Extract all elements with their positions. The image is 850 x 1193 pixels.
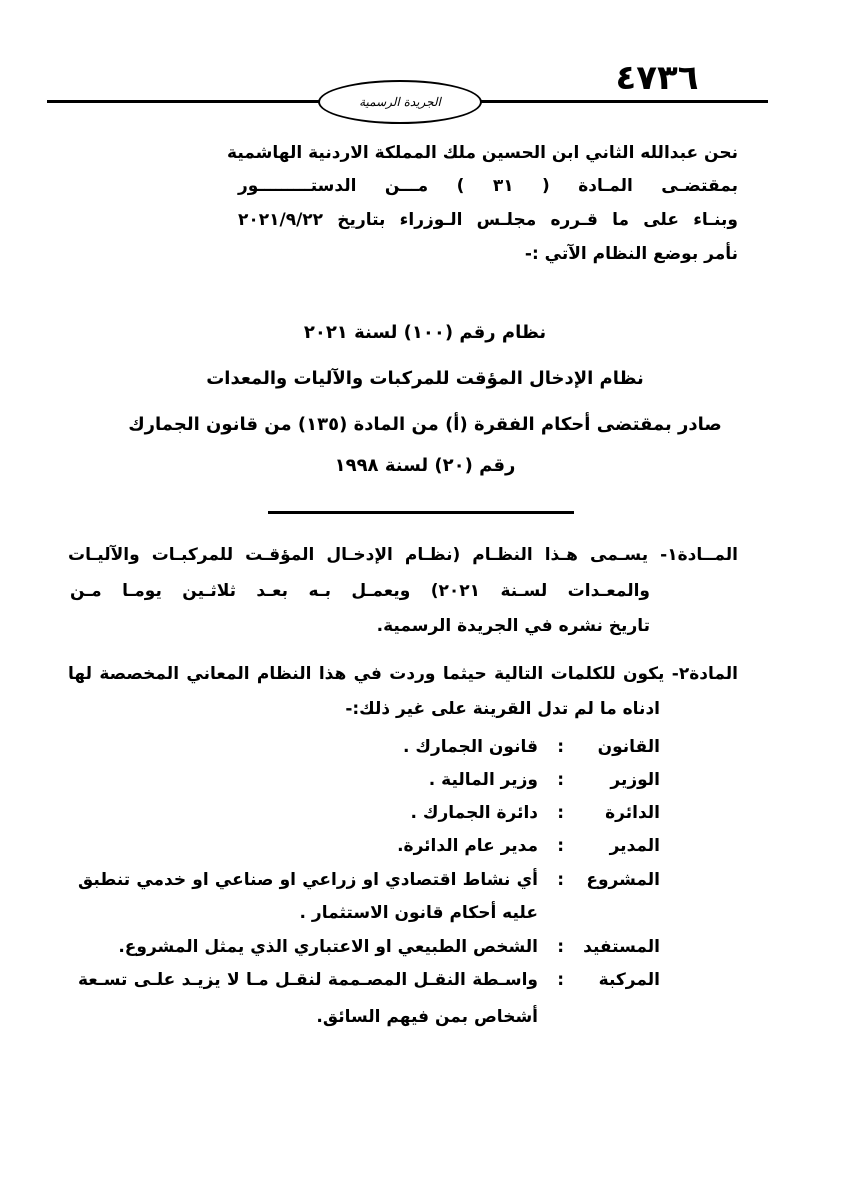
definition-term: القانون (597, 737, 660, 757)
definition-text: مدير عام الدائرة. (397, 836, 538, 856)
definition-term: المدير (609, 836, 660, 856)
definition-term: الدائرة (605, 803, 660, 823)
regulation-authority-cont: رقم (٢٠) لسنة ١٩٩٨ (334, 455, 516, 476)
definition-text: دائرة الجمارك . (410, 803, 538, 823)
definition-colon: : (557, 970, 564, 990)
regulation-number: نظام رقم (١٠٠) لسنة ٢٠٢١ (303, 322, 547, 343)
definition-text: الشخص الطبيعي او الاعتباري الذي يمثل المشروع. (118, 937, 538, 957)
article-1-line: والمعـدات لسـنة ٢٠٢١) ويعمـل بـه بعـد ثلاثـين يومـا مـن (70, 581, 650, 601)
article-2-line: ادناه ما لم تدل القرينة على غير ذلك:- (345, 699, 660, 719)
regulation-title: نظام الإدخال المؤقت للمركبات والآليات والمعدات (206, 368, 644, 389)
definition-colon: : (557, 870, 564, 890)
definition-term: المركبة (598, 970, 660, 990)
article-1-line: تاريخ نشره في الجريدة الرسمية. (376, 616, 650, 636)
definition-term: المشروع (586, 870, 660, 890)
definition-text: أي نشاط اقتصادي او زراعي او صناعي او خدمي تنطبق (78, 870, 538, 890)
preamble-line: وبنـاء على ما قـرره مجلـس الـوزراء بتاريخ ٢٠٢١/٩/٢٢ (238, 210, 738, 230)
definition-text: واسـطة النقـل المصـممة لنقـل مـا لا يزيـد علـى تسـعة (78, 970, 538, 990)
definition-colon: : (557, 770, 564, 790)
preamble-line: نأمر بوضع النظام الآتي :- (524, 244, 738, 264)
definition-text-cont: عليه أحكام قانون الاستثمار . (299, 903, 538, 923)
definition-colon: : (557, 803, 564, 823)
gazette-label: الجريدة الرسمية (359, 95, 441, 109)
definition-text-cont: أشخاص بمن فيهم السائق. (316, 1007, 538, 1027)
page-number: ٤٧٣٦ (615, 58, 699, 98)
article-2-line: المادة٢- يكون للكلمات التالية حيثما وردت في هذا النظام المعاني المخصصة لها (68, 664, 738, 684)
definition-text: قانون الجمارك . (403, 737, 538, 757)
definition-colon: : (557, 737, 564, 757)
preamble-line: نحن عبدالله الثاني ابن الحسين ملك المملكة الاردنية الهاشمية (227, 143, 738, 163)
definition-colon: : (557, 836, 564, 856)
regulation-authority: صادر بمقتضى أحكام الفقرة (أ) من المادة (١٣٥) من قانون الجمارك (128, 414, 722, 435)
definition-text: وزير المالية . (428, 770, 538, 790)
title-divider (268, 511, 574, 514)
preamble-line: بمقتضـى المـادة ( ٣١ ) مـــن الدستـــــــــور (238, 176, 738, 196)
gazette-oval-label (318, 80, 482, 124)
article-1-line: المــادة١- يسـمى هـذا النظـام (نظـام الإدخـال المؤقـت للمركبـات والآليـات (68, 545, 738, 565)
definition-term: المستفيد (583, 937, 660, 957)
definition-colon: : (557, 937, 564, 957)
definition-term: الوزير (610, 770, 660, 790)
